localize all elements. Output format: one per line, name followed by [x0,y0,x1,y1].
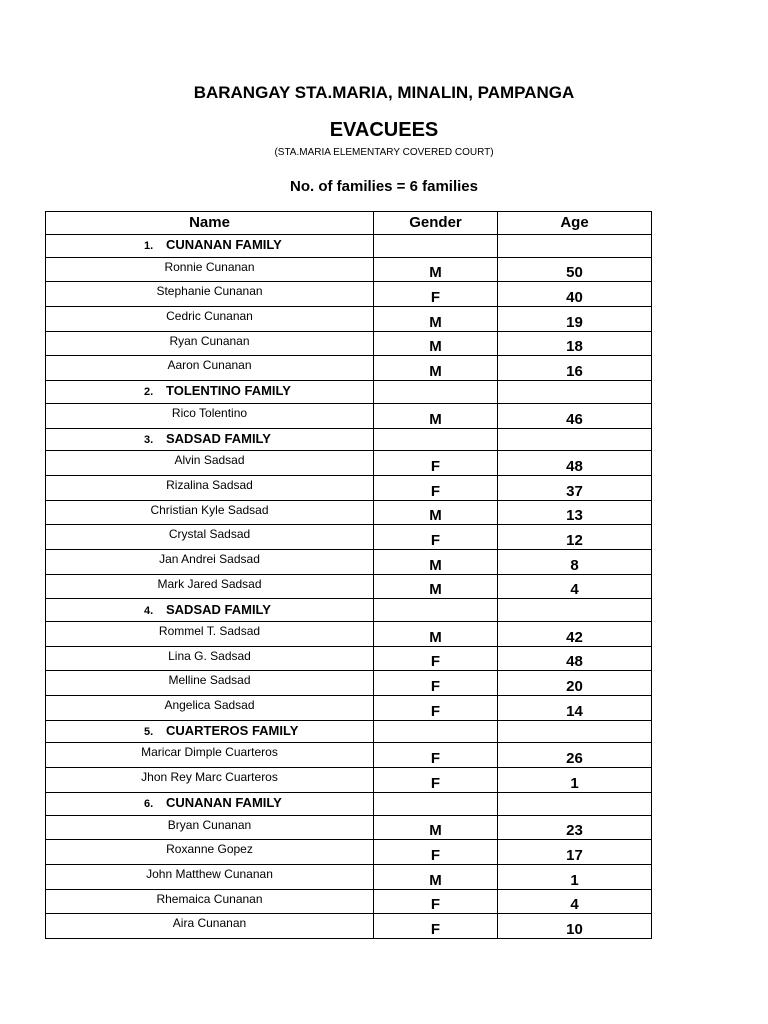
evacuees-table [45,211,652,939]
gender-column-header: Gender [374,212,498,235]
member-row [46,282,652,307]
member-name: Rico Tolentino [46,403,374,428]
family-name: SADSAD FAMILY [166,430,271,446]
family-name-cell [46,428,374,451]
family-row [46,381,652,404]
member-age: 48 [498,451,652,476]
member-age: 48 [498,646,652,671]
member-name: Stephanie Cunanan [46,282,374,307]
member-row [46,356,652,381]
member-name: Roxanne Gopez [46,840,374,865]
member-gender: F [374,914,498,939]
family-row [46,599,652,622]
age-column-header: Age [498,212,652,235]
member-name: Christian Kyle Sadsad [46,500,374,525]
name-column-header: Name [46,212,374,235]
member-age: 14 [498,696,652,721]
member-name: Ryan Cunanan [46,331,374,356]
member-age: 42 [498,622,652,647]
member-gender: M [374,307,498,332]
family-name-cell [46,720,374,743]
member-name: Ronnie Cunanan [46,257,374,282]
member-name: Jan Andrei Sadsad [46,549,374,574]
member-row [46,622,652,647]
member-gender: M [374,356,498,381]
member-name: John Matthew Cunanan [46,864,374,889]
member-row [46,914,652,939]
member-gender: F [374,768,498,793]
member-gender: M [374,331,498,356]
location-subtitle: (STA.MARIA ELEMENTARY COVERED COURT) [274,147,494,158]
family-number: 4. [144,604,154,617]
member-gender: M [374,864,498,889]
family-age-cell [498,720,652,743]
member-age: 23 [498,815,652,840]
family-gender-cell [374,792,498,815]
member-gender: F [374,840,498,865]
member-name: Cedric Cunanan [46,307,374,332]
member-row [46,525,652,550]
member-age: 4 [498,574,652,599]
member-name: Rommel T. Sadsad [46,622,374,647]
member-gender: F [374,451,498,476]
member-age: 19 [498,307,652,332]
family-gender-cell [374,381,498,404]
member-gender: F [374,525,498,550]
member-row [46,549,652,574]
family-name-cell [46,599,374,622]
family-row [46,720,652,743]
member-gender: M [374,549,498,574]
member-row [46,475,652,500]
family-age-cell [498,235,652,258]
member-age: 40 [498,282,652,307]
member-row [46,768,652,793]
member-gender: F [374,671,498,696]
family-gender-cell [374,720,498,743]
family-age-cell [498,428,652,451]
member-name: Melline Sadsad [46,671,374,696]
member-name: Angelica Sadsad [46,696,374,721]
member-gender: M [374,815,498,840]
page-title: EVACUEES [329,119,439,141]
member-gender: M [374,403,498,428]
member-age: 12 [498,525,652,550]
member-age: 20 [498,671,652,696]
member-row [46,451,652,476]
member-gender: F [374,475,498,500]
member-age: 16 [498,356,652,381]
member-row [46,815,652,840]
member-row [46,840,652,865]
family-row [46,792,652,815]
family-row [46,428,652,451]
member-age: 10 [498,914,652,939]
family-name: CUNANAN FAMILY [166,795,282,811]
family-name-cell [46,792,374,815]
member-age: 26 [498,743,652,768]
member-age: 13 [498,500,652,525]
member-gender: F [374,696,498,721]
table-body [46,235,652,939]
member-age: 8 [498,549,652,574]
family-gender-cell [374,428,498,451]
member-gender: F [374,282,498,307]
member-name: Maricar Dimple Cuarteros [46,743,374,768]
family-number: 5. [144,726,154,739]
member-gender: M [374,574,498,599]
member-gender: F [374,646,498,671]
table-header-row [46,212,652,235]
member-age: 1 [498,864,652,889]
member-name: Bryan Cunanan [46,815,374,840]
member-row [46,743,652,768]
family-name: CUARTEROS FAMILY [166,723,299,739]
member-row [46,696,652,721]
family-gender-cell [374,235,498,258]
member-gender: F [374,889,498,914]
member-row [46,646,652,671]
member-name: Rhemaica Cunanan [46,889,374,914]
member-name: Mark Jared Sadsad [46,574,374,599]
family-number: 1. [144,240,154,253]
barangay-heading: BARANGAY STA.MARIA, MINALIN, PAMPANGA [193,83,575,102]
member-age: 17 [498,840,652,865]
member-age: 4 [498,889,652,914]
family-name: TOLENTINO FAMILY [166,383,291,399]
member-row [46,307,652,332]
member-gender: M [374,622,498,647]
member-name: Aaron Cunanan [46,356,374,381]
family-gender-cell [374,599,498,622]
member-gender: M [374,257,498,282]
member-age: 37 [498,475,652,500]
family-name-cell [46,235,374,258]
family-age-cell [498,599,652,622]
member-row [46,331,652,356]
families-count: No. of families = 6 families [290,178,478,195]
member-row [46,671,652,696]
member-row [46,403,652,428]
family-number: 3. [144,433,154,446]
family-number: 6. [144,798,154,811]
member-row [46,500,652,525]
member-row [46,864,652,889]
member-age: 1 [498,768,652,793]
member-row [46,574,652,599]
family-name-cell [46,381,374,404]
member-row [46,257,652,282]
family-number: 2. [144,386,154,399]
member-name: Aira Cunanan [46,914,374,939]
member-name: Crystal Sadsad [46,525,374,550]
member-name: Lina G. Sadsad [46,646,374,671]
family-name: SADSAD FAMILY [166,601,271,617]
family-age-cell [498,381,652,404]
member-gender: M [374,500,498,525]
family-name: CUNANAN FAMILY [166,237,282,253]
member-age: 18 [498,331,652,356]
member-name: Alvin Sadsad [46,451,374,476]
member-gender: F [374,743,498,768]
family-row [46,235,652,258]
member-name: Rizalina Sadsad [46,475,374,500]
member-row [46,889,652,914]
family-age-cell [498,792,652,815]
member-age: 50 [498,257,652,282]
member-name: Jhon Rey Marc Cuarteros [46,768,374,793]
member-age: 46 [498,403,652,428]
